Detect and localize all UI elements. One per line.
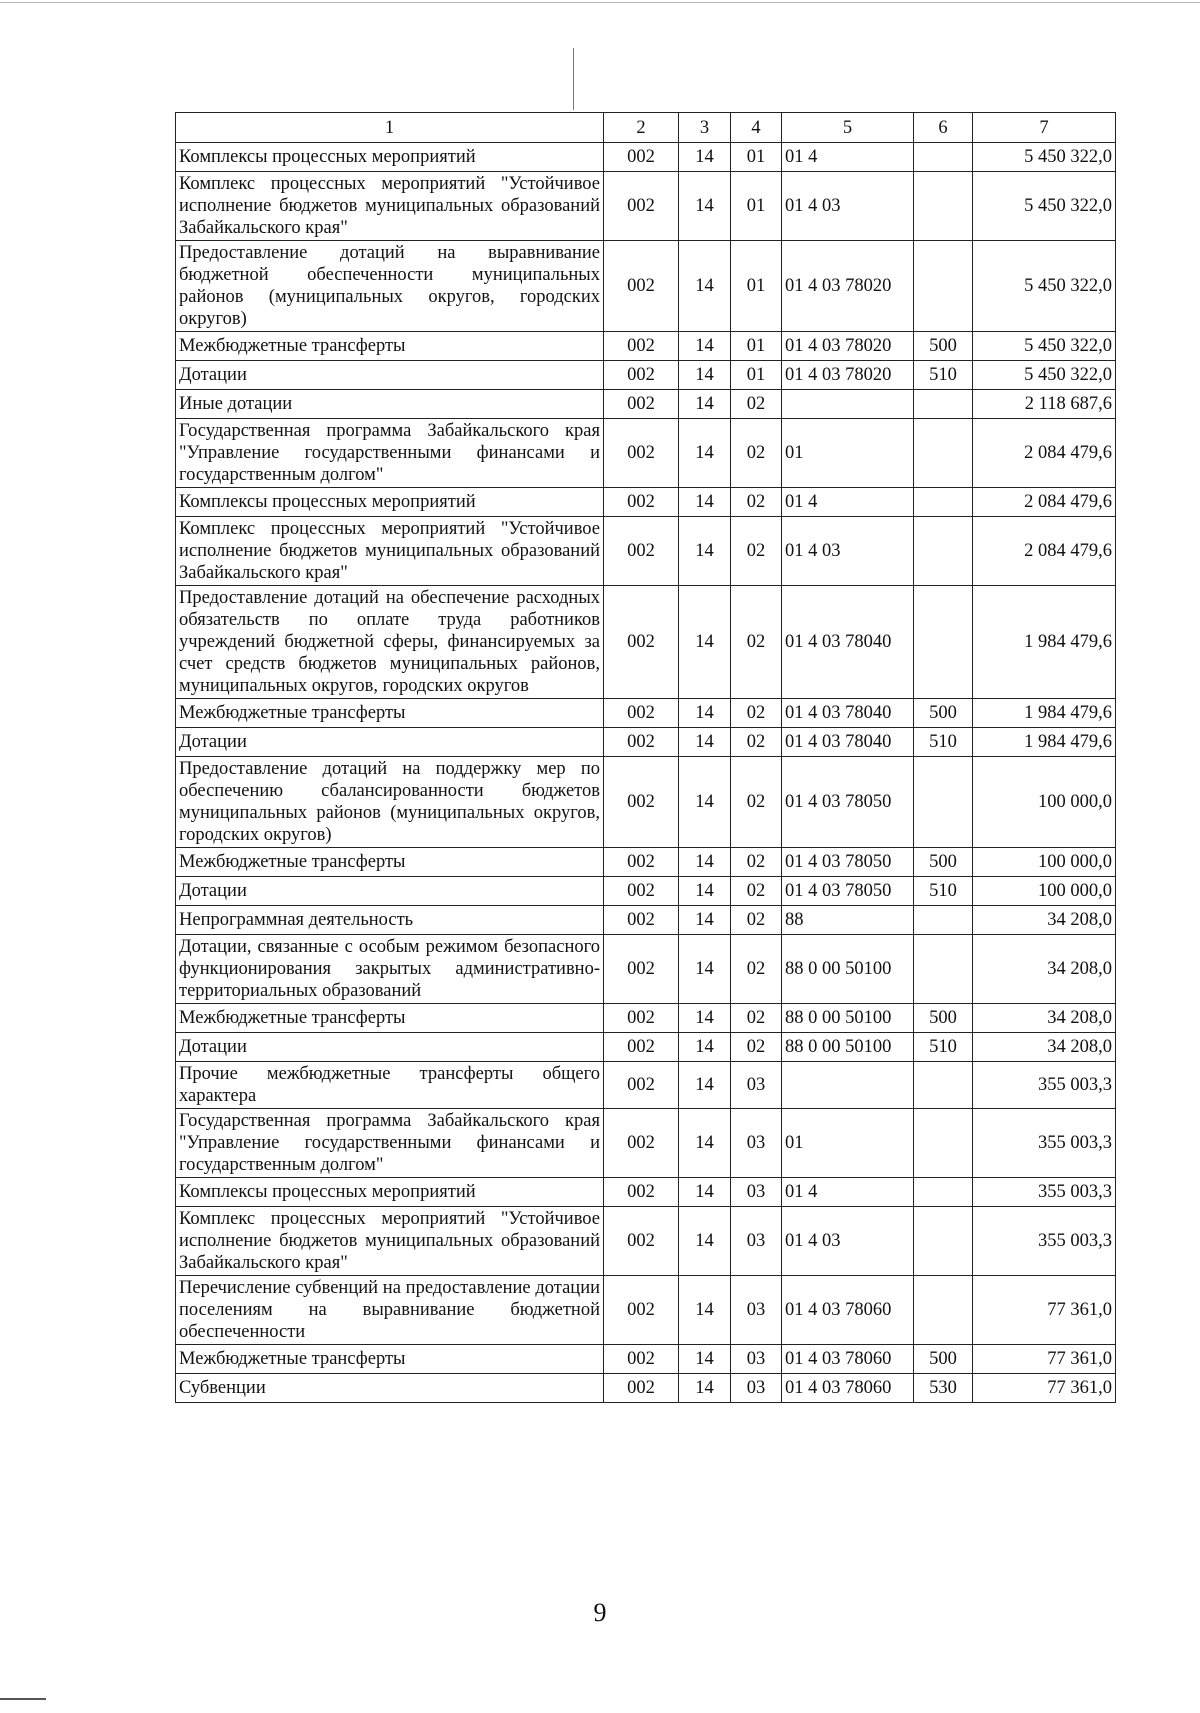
row-section: 14 <box>679 1345 731 1374</box>
row-expense-type: 510 <box>914 728 973 757</box>
row-expense-type <box>914 1207 973 1276</box>
row-section: 14 <box>679 241 731 332</box>
row-amount: 34 208,0 <box>973 1004 1116 1033</box>
row-amount: 355 003,3 <box>973 1207 1116 1276</box>
row-amount: 1 984 479,6 <box>973 728 1116 757</box>
row-amount: 355 003,3 <box>973 1178 1116 1207</box>
row-target-article: 88 0 00 50100 <box>782 935 914 1004</box>
row-amount: 100 000,0 <box>973 877 1116 906</box>
row-subsection: 02 <box>731 935 782 1004</box>
budget-table <box>175 112 1116 1403</box>
row-subsection: 02 <box>731 419 782 488</box>
row-admin-code: 002 <box>604 419 679 488</box>
row-subsection: 01 <box>731 143 782 172</box>
row-expense-type <box>914 757 973 848</box>
row-target-article: 01 <box>782 1109 914 1178</box>
table-row <box>176 1345 1116 1374</box>
row-admin-code: 002 <box>604 848 679 877</box>
row-section: 14 <box>679 390 731 419</box>
row-name: Субвенции <box>176 1374 604 1403</box>
row-section: 14 <box>679 1004 731 1033</box>
row-section: 14 <box>679 172 731 241</box>
row-subsection: 02 <box>731 517 782 586</box>
page-number: 9 <box>593 1598 607 1627</box>
row-name: Дотации <box>176 1033 604 1062</box>
row-subsection: 01 <box>731 241 782 332</box>
table-row <box>176 143 1116 172</box>
row-amount: 77 361,0 <box>973 1374 1116 1403</box>
table-row <box>176 419 1116 488</box>
row-amount: 2 084 479,6 <box>973 419 1116 488</box>
row-expense-type <box>914 390 973 419</box>
row-section: 14 <box>679 935 731 1004</box>
row-section: 14 <box>679 699 731 728</box>
row-target-article: 01 4 03 <box>782 1207 914 1276</box>
row-subsection: 03 <box>731 1345 782 1374</box>
row-subsection: 02 <box>731 757 782 848</box>
table-row <box>176 1062 1116 1109</box>
row-admin-code: 002 <box>604 332 679 361</box>
row-target-article: 88 0 00 50100 <box>782 1004 914 1033</box>
row-admin-code: 002 <box>604 1062 679 1109</box>
row-name: Дотации, связанные с особым режимом безопасного функционирования закрытых административно-территориальных образований <box>176 935 604 1004</box>
row-amount: 2 084 479,6 <box>973 488 1116 517</box>
row-admin-code: 002 <box>604 1374 679 1403</box>
row-subsection: 02 <box>731 1033 782 1062</box>
row-section: 14 <box>679 332 731 361</box>
row-section: 14 <box>679 143 731 172</box>
table-row <box>176 172 1116 241</box>
row-amount: 34 208,0 <box>973 1033 1116 1062</box>
row-target-article: 01 4 03 78020 <box>782 361 914 390</box>
row-admin-code: 002 <box>604 1276 679 1345</box>
row-admin-code: 002 <box>604 517 679 586</box>
row-subsection: 03 <box>731 1109 782 1178</box>
row-target-article: 88 <box>782 906 914 935</box>
row-name: Предоставление дотаций на поддержку мер по обеспечению сбалансированности бюджетов муниципальных районов (муниципальных округов, городских округов) <box>176 757 604 848</box>
table-header-row <box>176 113 1116 143</box>
row-amount: 5 450 322,0 <box>973 143 1116 172</box>
row-name: Комплексы процессных мероприятий <box>176 488 604 517</box>
row-name: Межбюджетные трансферты <box>176 1345 604 1374</box>
row-amount: 355 003,3 <box>973 1109 1116 1178</box>
header-col-1: 1 <box>176 113 604 143</box>
row-admin-code: 002 <box>604 241 679 332</box>
row-section: 14 <box>679 1178 731 1207</box>
row-expense-type <box>914 172 973 241</box>
table-row <box>176 586 1116 699</box>
fold-mark <box>573 48 574 110</box>
row-section: 14 <box>679 586 731 699</box>
row-admin-code: 002 <box>604 390 679 419</box>
row-section: 14 <box>679 1276 731 1345</box>
row-section: 14 <box>679 877 731 906</box>
row-target-article: 01 4 <box>782 143 914 172</box>
header-col-4: 4 <box>731 113 782 143</box>
row-admin-code: 002 <box>604 361 679 390</box>
row-section: 14 <box>679 517 731 586</box>
row-expense-type <box>914 517 973 586</box>
row-subsection: 03 <box>731 1062 782 1109</box>
row-amount: 5 450 322,0 <box>973 241 1116 332</box>
row-target-article: 01 4 03 78040 <box>782 728 914 757</box>
row-subsection: 02 <box>731 877 782 906</box>
table-row <box>176 1109 1116 1178</box>
row-name: Межбюджетные трансферты <box>176 699 604 728</box>
row-admin-code: 002 <box>604 757 679 848</box>
row-name: Комплексы процессных мероприятий <box>176 1178 604 1207</box>
row-expense-type <box>914 1062 973 1109</box>
row-subsection: 03 <box>731 1276 782 1345</box>
table-row <box>176 1207 1116 1276</box>
row-subsection: 01 <box>731 361 782 390</box>
row-name: Предоставление дотаций на обеспечение расходных обязательств по оплате труда работников учреждений бюджетной сферы, финансируемых за счет средств бюджетов муниципальных районов, муниципальных округов, городских округов <box>176 586 604 699</box>
row-target-article <box>782 390 914 419</box>
row-name: Межбюджетные трансферты <box>176 332 604 361</box>
row-admin-code: 002 <box>604 728 679 757</box>
header-col-2: 2 <box>604 113 679 143</box>
row-target-article: 01 4 03 78040 <box>782 699 914 728</box>
row-expense-type: 510 <box>914 361 973 390</box>
row-section: 14 <box>679 1062 731 1109</box>
row-target-article: 01 4 03 78050 <box>782 848 914 877</box>
header-col-7: 7 <box>973 113 1116 143</box>
row-name: Межбюджетные трансферты <box>176 848 604 877</box>
row-name: Межбюджетные трансферты <box>176 1004 604 1033</box>
row-target-article: 01 4 03 <box>782 517 914 586</box>
row-admin-code: 002 <box>604 1109 679 1178</box>
row-admin-code: 002 <box>604 143 679 172</box>
row-expense-type <box>914 935 973 1004</box>
row-amount: 1 984 479,6 <box>973 586 1116 699</box>
table-row <box>176 1178 1116 1207</box>
row-name: Непрограммная деятельность <box>176 906 604 935</box>
row-subsection: 03 <box>731 1374 782 1403</box>
row-amount: 34 208,0 <box>973 906 1116 935</box>
row-amount: 5 450 322,0 <box>973 332 1116 361</box>
table-body <box>176 143 1116 1403</box>
row-name: Дотации <box>176 361 604 390</box>
row-target-article: 01 4 03 78050 <box>782 877 914 906</box>
row-admin-code: 002 <box>604 906 679 935</box>
row-admin-code: 002 <box>604 1004 679 1033</box>
row-admin-code: 002 <box>604 935 679 1004</box>
row-expense-type: 510 <box>914 877 973 906</box>
row-admin-code: 002 <box>604 877 679 906</box>
row-expense-type <box>914 1276 973 1345</box>
row-subsection: 03 <box>731 1178 782 1207</box>
table-row <box>176 848 1116 877</box>
table-row <box>176 488 1116 517</box>
row-amount: 77 361,0 <box>973 1345 1116 1374</box>
table-row <box>176 361 1116 390</box>
header-col-3: 3 <box>679 113 731 143</box>
row-name: Государственная программа Забайкальского края "Управление государственными финансами и государственным долгом" <box>176 419 604 488</box>
table-row <box>176 241 1116 332</box>
row-amount: 5 450 322,0 <box>973 172 1116 241</box>
table-row <box>176 728 1116 757</box>
row-subsection: 02 <box>731 488 782 517</box>
row-expense-type <box>914 906 973 935</box>
row-target-article: 01 4 03 78060 <box>782 1276 914 1345</box>
header-col-6: 6 <box>914 113 973 143</box>
row-name: Перечисление субвенций на предоставление дотации поселениям на выравнивание бюджетной обеспеченности <box>176 1276 604 1345</box>
row-target-article: 01 4 <box>782 488 914 517</box>
row-name: Комплекс процессных мероприятий "Устойчивое исполнение бюджетов муниципальных образований Забайкальского края" <box>176 172 604 241</box>
row-target-article: 88 0 00 50100 <box>782 1033 914 1062</box>
row-section: 14 <box>679 728 731 757</box>
row-amount: 34 208,0 <box>973 935 1116 1004</box>
row-section: 14 <box>679 1033 731 1062</box>
row-expense-type: 500 <box>914 848 973 877</box>
row-expense-type <box>914 419 973 488</box>
row-subsection: 02 <box>731 390 782 419</box>
row-expense-type: 530 <box>914 1374 973 1403</box>
row-subsection: 02 <box>731 906 782 935</box>
row-section: 14 <box>679 361 731 390</box>
table-row <box>176 1004 1116 1033</box>
table-row <box>176 906 1116 935</box>
row-target-article <box>782 1062 914 1109</box>
row-name: Дотации <box>176 728 604 757</box>
row-name: Государственная программа Забайкальского края "Управление государственными финансами и государственным долгом" <box>176 1109 604 1178</box>
row-expense-type: 510 <box>914 1033 973 1062</box>
row-admin-code: 002 <box>604 1207 679 1276</box>
row-name: Предоставление дотаций на выравнивание бюджетной обеспеченности муниципальных районов (муниципальных округов, городских округов) <box>176 241 604 332</box>
row-expense-type <box>914 143 973 172</box>
row-subsection: 03 <box>731 1207 782 1276</box>
row-expense-type <box>914 488 973 517</box>
row-subsection: 02 <box>731 586 782 699</box>
row-name: Дотации <box>176 877 604 906</box>
row-amount: 2 118 687,6 <box>973 390 1116 419</box>
row-amount: 100 000,0 <box>973 757 1116 848</box>
row-target-article: 01 4 03 78020 <box>782 241 914 332</box>
row-target-article: 01 <box>782 419 914 488</box>
table-row <box>176 1374 1116 1403</box>
row-section: 14 <box>679 419 731 488</box>
row-admin-code: 002 <box>604 699 679 728</box>
table-row <box>176 1033 1116 1062</box>
row-expense-type <box>914 1178 973 1207</box>
row-admin-code: 002 <box>604 488 679 517</box>
row-target-article: 01 4 03 78040 <box>782 586 914 699</box>
row-amount: 1 984 479,6 <box>973 699 1116 728</box>
page-top-edge <box>0 2 1200 3</box>
row-amount: 2 084 479,6 <box>973 517 1116 586</box>
row-admin-code: 002 <box>604 172 679 241</box>
row-name: Комплексы процессных мероприятий <box>176 143 604 172</box>
row-subsection: 02 <box>731 699 782 728</box>
row-section: 14 <box>679 906 731 935</box>
row-target-article: 01 4 03 78060 <box>782 1345 914 1374</box>
row-expense-type: 500 <box>914 1004 973 1033</box>
row-target-article: 01 4 <box>782 1178 914 1207</box>
row-admin-code: 002 <box>604 1033 679 1062</box>
row-target-article: 01 4 03 <box>782 172 914 241</box>
table-row <box>176 757 1116 848</box>
row-expense-type: 500 <box>914 699 973 728</box>
row-section: 14 <box>679 757 731 848</box>
row-amount: 77 361,0 <box>973 1276 1116 1345</box>
row-expense-type <box>914 1109 973 1178</box>
row-admin-code: 002 <box>604 1178 679 1207</box>
table-row <box>176 517 1116 586</box>
row-subsection: 01 <box>731 172 782 241</box>
scan-edge-mark <box>0 1698 46 1700</box>
row-admin-code: 002 <box>604 1345 679 1374</box>
row-amount: 100 000,0 <box>973 848 1116 877</box>
row-name: Комплекс процессных мероприятий "Устойчивое исполнение бюджетов муниципальных образований Забайкальского края" <box>176 517 604 586</box>
row-target-article: 01 4 03 78020 <box>782 332 914 361</box>
table-row <box>176 877 1116 906</box>
table-row <box>176 390 1116 419</box>
row-subsection: 01 <box>731 332 782 361</box>
row-subsection: 02 <box>731 1004 782 1033</box>
row-expense-type: 500 <box>914 332 973 361</box>
header-col-5: 5 <box>782 113 914 143</box>
table-row <box>176 1276 1116 1345</box>
row-admin-code: 002 <box>604 586 679 699</box>
row-section: 14 <box>679 848 731 877</box>
row-amount: 355 003,3 <box>973 1062 1116 1109</box>
row-expense-type <box>914 586 973 699</box>
row-section: 14 <box>679 1109 731 1178</box>
row-name: Комплекс процессных мероприятий "Устойчивое исполнение бюджетов муниципальных образований Забайкальского края" <box>176 1207 604 1276</box>
row-expense-type <box>914 241 973 332</box>
row-name: Иные дотации <box>176 390 604 419</box>
row-subsection: 02 <box>731 728 782 757</box>
table-row <box>176 699 1116 728</box>
row-expense-type: 500 <box>914 1345 973 1374</box>
table-row <box>176 332 1116 361</box>
row-section: 14 <box>679 488 731 517</box>
row-subsection: 02 <box>731 848 782 877</box>
row-target-article: 01 4 03 78050 <box>782 757 914 848</box>
row-target-article: 01 4 03 78060 <box>782 1374 914 1403</box>
row-name: Прочие межбюджетные трансферты общего характера <box>176 1062 604 1109</box>
table-row <box>176 935 1116 1004</box>
row-amount: 5 450 322,0 <box>973 361 1116 390</box>
row-section: 14 <box>679 1207 731 1276</box>
row-section: 14 <box>679 1374 731 1403</box>
